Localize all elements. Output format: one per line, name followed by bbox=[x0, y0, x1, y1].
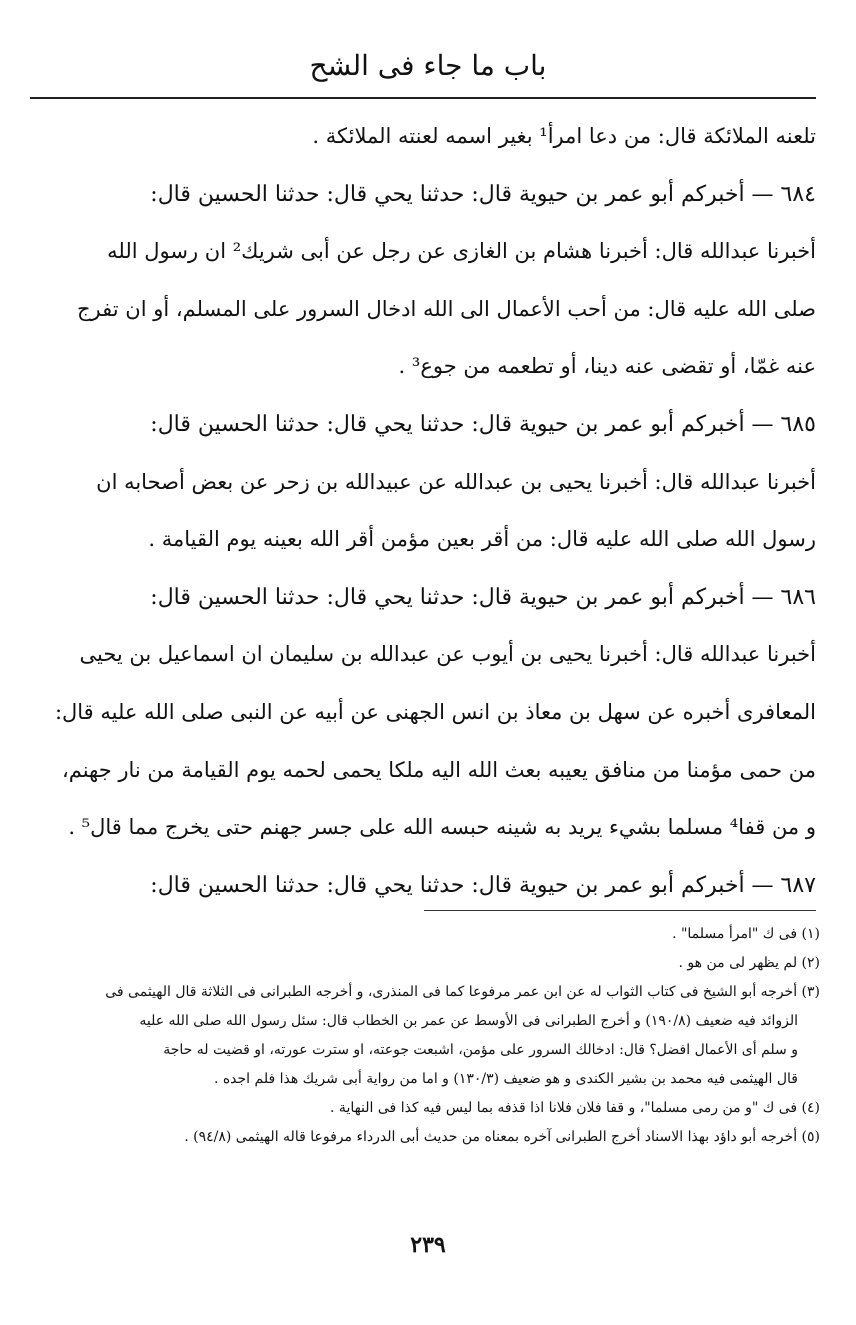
text-line: أخبرنا عبدالله قال: أخبرنا يحيى بن عبدالله عن عبيدالله بن زحر عن بعض أصحابه ان bbox=[96, 469, 816, 494]
text-line: من حمى مؤمنا من منافق يعيبه بعث الله اليه ملكا يحمى لحمه يوم القيامة من نار جهنم، bbox=[61, 757, 816, 782]
main-text bbox=[34, 108, 816, 914]
hadith-685-heading: ٦٨٥ — أخبركم أبو عمر بن حيوية قال: حدثنا يحي قال: حدثنا الحسين قال: bbox=[150, 411, 816, 437]
header-divider bbox=[30, 97, 816, 99]
footnote-3-continued: و سلم أى الأعمال افضل؟ قال: ادخالك السرور على مؤمن، اشبعت جوعته، او سترت عورته، او قضيت له حاجة bbox=[163, 1042, 798, 1058]
footnote-1: (١) فى ك "امرأ مسلما" . bbox=[672, 926, 820, 942]
footnotes bbox=[30, 920, 820, 1152]
hadith-686-heading: ٦٨٦ — أخبركم أبو عمر بن حيوية قال: حدثنا يحي قال: حدثنا الحسين قال: bbox=[150, 584, 816, 610]
chapter-title: باب ما جاء فى الشح bbox=[309, 49, 547, 82]
page-number: ٢٣٩ bbox=[410, 1232, 446, 1258]
text-line: أخبرنا عبدالله قال: أخبرنا هشام بن الغازى عن رجل عن أبى شريك² ان رسول الله bbox=[107, 239, 816, 264]
hadith-684-heading: ٦٨٤ — أخبركم أبو عمر بن حيوية قال: حدثنا يحي قال: حدثنا الحسين قال: bbox=[150, 181, 816, 207]
footnote-5: (٥) أخرجه أبو داؤد بهذا الاسناد أخرج الطبرانى آخره بمعناه من حديث أبى الدرداء مرفوعا قاله الهيثمى (٩٤/٨) . bbox=[184, 1129, 820, 1145]
text-line: أخبرنا عبدالله قال: أخبرنا يحيى بن أيوب عن عبدالله بن سليمان ان اسماعيل بن يحيى bbox=[79, 642, 816, 667]
text-line: عنه غمّا، أو تقضى عنه دينا، أو تطعمه من جوع³ . bbox=[398, 354, 816, 379]
hadith-687-heading: ٦٨٧ — أخبركم أبو عمر بن حيوية قال: حدثنا يحي قال: حدثنا الحسين قال: bbox=[150, 872, 816, 898]
footnote-3-continued: الزوائد فيه ضعيف (١٩٠/٨) و أخرج الطبرانى فى الأوسط عن عمر بن الخطاب قال: سئل رسول الله صلى الله عليه bbox=[139, 1013, 798, 1029]
text-line: رسول الله صلى الله عليه قال: من أقر بعين مؤمن أقر الله بعينه يوم القيامة . bbox=[148, 527, 816, 552]
text-line: تلعنه الملائكة قال: من دعا امرأ¹ بغير اسمه لعنته الملائكة . bbox=[312, 124, 816, 148]
footnote-divider bbox=[424, 910, 816, 911]
text-line: المعافرى أخبره عن سهل بن معاذ بن انس الجهنى عن أبيه عن النبى صلى الله عليه قال: bbox=[54, 699, 816, 724]
footnote-4: (٤) فى ك "و من رمى مسلما"، و قفا فلان فلانا اذا قذفه بما ليس فيه كذا فى النهاية . bbox=[330, 1100, 820, 1116]
footnote-3: (٣) أخرجه أبو الشيخ فى كتاب الثواب له عن ابن عمر مرفوعا كما فى المنذرى، و أخرجه الطبرانى فى الثلاثة قال الهيثمى فى bbox=[105, 984, 820, 1000]
text-line: و من قفا⁴ مسلما بشيء يريد به شينه حبسه الله على جسر جهنم حتى يخرج مما قال⁵ . bbox=[68, 815, 816, 840]
footnote-3-continued: قال الهيثمى فيه محمد بن بشير الكندى و هو ضعيف (١٣٠/٣) و اما من رواية أبى شريك هذا فلم اجده . bbox=[213, 1071, 798, 1087]
text-line: صلى الله عليه قال: من أحب الأعمال الى الله ادخال السرور على المسلم، أو ان تفرج bbox=[77, 296, 816, 321]
footnote-2: (٢) لم يظهر لى من هو . bbox=[678, 955, 820, 971]
